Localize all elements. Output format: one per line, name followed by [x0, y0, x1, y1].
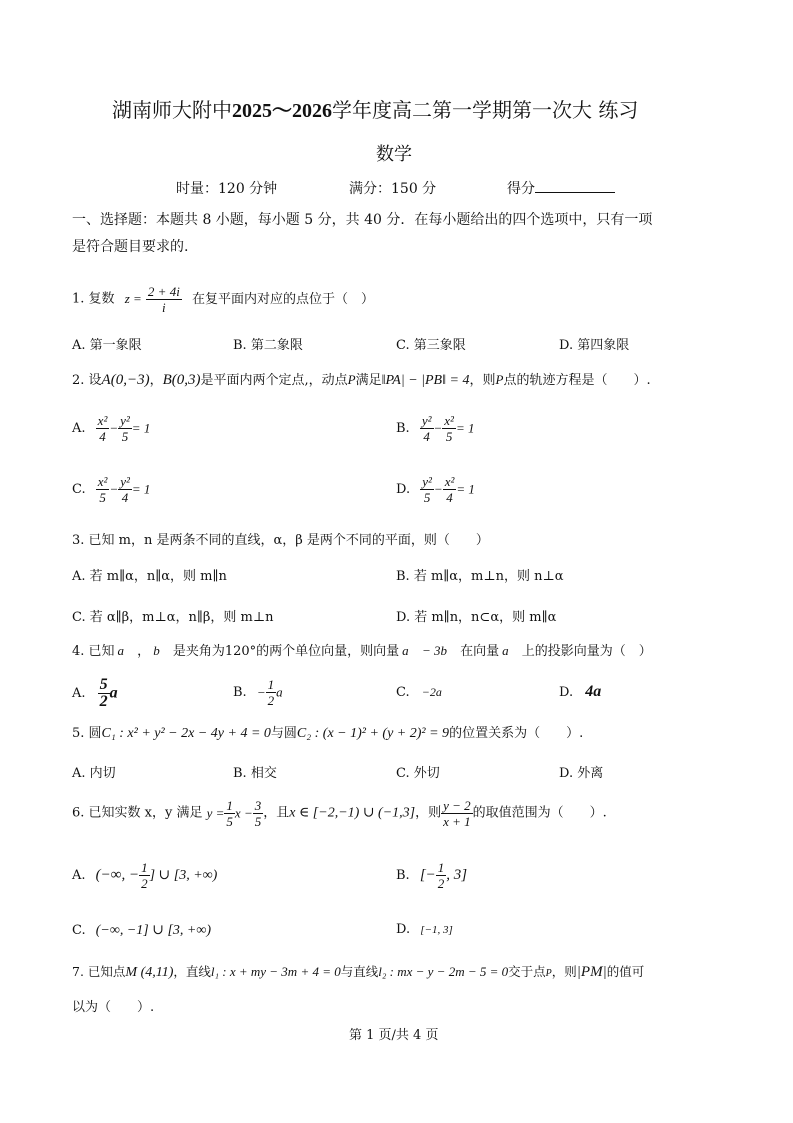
q2-b-eq: = 1: [455, 420, 475, 436]
q5-option-c[interactable]: C. 外切: [396, 766, 440, 781]
q6-f1d: 5: [226, 814, 233, 829]
q5-label: 5. 圆: [72, 726, 102, 741]
q6-c-value: (−∞, −1] ∪ [3, +∞): [95, 923, 212, 938]
q4-d-value: 4a⃗: [585, 683, 614, 700]
got-score: [507, 178, 615, 198]
q4-b-n: 1: [267, 677, 275, 692]
q1-label: 1. 复数: [72, 291, 115, 307]
q6-f1n: 1: [226, 798, 233, 813]
q5-circle1: C₁ : x² + y² − 2x − 4y + 4 = 0: [101, 726, 271, 741]
q4-vec-expr: a⃗ − 3b⃗: [402, 643, 458, 658]
title-years: 2025～2026: [232, 100, 332, 122]
q2-c-frac1: [96, 474, 110, 505]
score-blank[interactable]: [535, 180, 615, 193]
q4-c-label: C.: [396, 685, 410, 700]
q2-c-n2: y²: [120, 474, 130, 489]
q2-a-eq: = 1: [131, 420, 151, 436]
q2-d-frac1: [420, 474, 434, 505]
question-5: [72, 724, 583, 744]
q7-text2: 与直线: [340, 964, 379, 979]
q7-line1: l₁ : x + my − 3m + 4 = 0: [210, 964, 341, 979]
q5-option-a[interactable]: A. 内切: [72, 766, 116, 781]
q2-b-frac2: [442, 413, 456, 444]
q7-text5: 的值可: [606, 964, 645, 979]
q4-a-vec: a⃗: [109, 684, 131, 702]
q7-text3: 交于点: [508, 964, 546, 979]
q4-a-label: A.: [72, 686, 86, 701]
q7-text: ，直线: [173, 964, 211, 979]
q7-text4: ，则: [551, 964, 577, 979]
q6-b-left: [−: [419, 867, 436, 883]
q7-label: 7. 已知点: [72, 964, 126, 979]
q2-b-minus: −: [433, 420, 443, 436]
q6-a-right: ] ∪ [3, +∞): [149, 868, 218, 883]
q2-d-label: D.: [396, 482, 411, 497]
q4-text2: 在向量: [460, 644, 500, 659]
q6-a-d: 2: [141, 876, 148, 891]
q2-sep: ，: [149, 373, 163, 388]
q1-option-d[interactable]: D. 第四象限: [559, 338, 630, 353]
q4-option-a[interactable]: [72, 677, 130, 710]
q2-option-c[interactable]: [72, 474, 150, 505]
section-heading-line2: 是符合题目要求的.: [72, 239, 189, 255]
q2-d-d1: 5: [423, 490, 431, 505]
q5-text-end: 的位置关系为（ ）.: [449, 726, 584, 741]
q2-a-d2: 5: [121, 429, 129, 444]
q6-b-n: 1: [437, 860, 445, 875]
page-footer: 第 1 页/共 4 页: [349, 1028, 439, 1043]
q2-text-end: 点的轨迹方程是（ ）.: [503, 373, 651, 388]
q7-pm: |PM|: [576, 964, 607, 980]
q2-p2: P: [495, 372, 504, 387]
q2-option-a[interactable]: [72, 413, 150, 444]
q2-d-n2: x²: [444, 474, 455, 489]
question-6: [72, 798, 607, 829]
subject-title: 数学: [376, 144, 412, 165]
exam-title: [112, 94, 638, 123]
q2-a-minus: −: [109, 420, 119, 436]
score-info: 满分：150 分: [349, 181, 437, 197]
title-school: 湖南师大附中: [112, 98, 232, 122]
q6-a-left: (−∞, −: [95, 867, 140, 883]
q1-rest: 在复平面内对应的点位于（ ）: [191, 291, 374, 307]
q1-numerator: 2 + 4i: [147, 283, 180, 299]
q2-text-satisfy: 满足: [355, 373, 382, 388]
q1-option-c[interactable]: C. 第三象限: [396, 338, 466, 353]
q7-line2: l₂ : mx − y − 2m − 5 = 0: [378, 964, 509, 979]
q2-label: 2. 设: [72, 373, 102, 388]
q1-fraction: [146, 284, 182, 315]
q4-option-d[interactable]: [559, 683, 614, 701]
q6-frac2: [253, 798, 264, 829]
q2-c-d1: 5: [99, 490, 106, 505]
q4-text-end: 上的投影向量为（ ）: [521, 644, 652, 659]
q2-b-label: B.: [396, 421, 410, 436]
q2-b-frac1: [420, 413, 434, 444]
q6-b-right: , 3]: [446, 867, 468, 883]
q1-z: z =: [124, 291, 142, 306]
q4-label: 4. 已知: [72, 644, 115, 659]
q4-text: 是夹角为120°的两个单位向量，则向量: [172, 644, 400, 659]
q2-option-b[interactable]: [396, 413, 474, 444]
q6-c-label: C.: [72, 923, 86, 938]
q6-f3n: y − 2: [443, 798, 471, 813]
q6-label: 6. 已知实数 x，y 满足: [72, 805, 203, 821]
q2-a-d1: 4: [99, 429, 106, 444]
time-info: 时量：120 分钟: [176, 181, 278, 197]
section-heading-line1: 一、选择题：本题共 8 小题，每小题 5 分，共 40 分．在每小题给出的四个选项中，只有一项: [72, 212, 653, 228]
q4-vec-b: b⃗: [153, 643, 170, 658]
q6-text: ，且: [263, 805, 290, 821]
q2-c-minus: −: [109, 481, 119, 497]
title-term: 学年度高二第一学期第一次大 练习: [332, 98, 639, 122]
q2-p: P: [347, 372, 356, 387]
q2-a-n2: y²: [120, 413, 130, 428]
q2-d-d2: 4: [446, 490, 453, 505]
q4-a-n: 5: [99, 676, 108, 693]
q6-a-label: A.: [72, 868, 86, 883]
q4-c-value: −2a⃗: [421, 685, 452, 699]
q1-option-a[interactable]: A. 第一象限: [72, 338, 142, 353]
q2-b-d1: 4: [423, 429, 430, 444]
q3-option-d[interactable]: D. 若 m∥n，n⊂α，则 m∥α: [396, 610, 557, 625]
q4-b-label: B.: [233, 685, 247, 700]
q4-a-d: 2: [99, 693, 108, 710]
question-2: [72, 370, 651, 391]
q2-b-n2: x²: [444, 413, 454, 428]
q6-frac3: [441, 798, 473, 829]
q2-a-n1: x²: [97, 413, 108, 428]
q4-a-frac: [98, 677, 110, 710]
q3-option-a[interactable]: A. 若 m∥α，n∥α，则 m∥n: [72, 569, 227, 584]
q6-b-d: 2: [437, 876, 445, 891]
q6-text-then: ，则: [415, 805, 442, 821]
q6-a-n: 1: [141, 860, 148, 875]
q2-c-d2: 4: [121, 490, 129, 505]
q2-text-then: ，则: [469, 373, 496, 388]
q1-option-b[interactable]: B. 第二象限: [233, 338, 303, 353]
q3-option-c[interactable]: C. 若 α∥β，m⊥α，n∥β，则 m⊥n: [72, 610, 274, 625]
q2-d-eq: = 1: [456, 481, 475, 497]
q7-point-m: M (4,11): [125, 965, 174, 980]
q6-text-end: 的取值范围为（ ）.: [472, 805, 607, 821]
q6-frac1: [224, 798, 235, 829]
q4-comma: ，: [137, 644, 151, 659]
q2-b-d2: 5: [445, 429, 453, 444]
q5-text: 与圆: [270, 726, 297, 741]
q2-c-eq: = 1: [131, 481, 151, 497]
q2-c-frac2: [118, 474, 132, 505]
q2-d-frac2: [443, 474, 457, 505]
q2-d-n1: y²: [422, 474, 432, 489]
q2-a-label: A.: [72, 421, 86, 436]
got-label: 得分: [507, 181, 535, 197]
q2-option-d[interactable]: [396, 474, 475, 505]
q4-b-sign: −: [256, 684, 266, 700]
q2-a-frac1: [96, 413, 110, 444]
question-4: [72, 641, 652, 662]
q6-f2d: 5: [254, 814, 262, 829]
q6-d-label: D.: [396, 922, 411, 937]
q6-d-value: [−1, 3]: [420, 924, 453, 936]
q4-option-c[interactable]: [396, 685, 451, 700]
q6-b-frac: [436, 860, 447, 891]
q6-option-d[interactable]: [396, 922, 453, 937]
q2-a-frac2: [118, 413, 132, 444]
q3-option-b[interactable]: B. 若 m∥α，m⊥n，则 n⊥α: [396, 569, 564, 584]
q6-option-c[interactable]: [72, 922, 211, 939]
q2-c-n1: x²: [97, 474, 108, 489]
q4-b-vec: a⃗: [276, 684, 293, 700]
q2-text: 是平面内两个定点,，动点: [200, 373, 348, 388]
q6-b-label: B.: [396, 868, 410, 883]
question-3: 3. 已知 m，n 是两条不同的直线，α，β 是两个不同的平面，则（ ）: [72, 533, 489, 548]
question-7: [72, 962, 644, 984]
q2-c-label: C.: [72, 482, 86, 497]
q6-f2n: 3: [254, 798, 262, 813]
q5-option-d[interactable]: D. 外离: [559, 766, 604, 781]
q4-vec-a: a⃗: [117, 643, 135, 658]
q6-option-a[interactable]: [72, 860, 217, 891]
question-1: [72, 283, 374, 316]
q4-b-d: 2: [267, 693, 275, 708]
q6-f3d: x + 1: [443, 814, 471, 829]
q4-d-label: D.: [559, 685, 574, 700]
q1-denominator: i: [162, 299, 166, 315]
q6-mid: x −: [234, 805, 253, 821]
q6-option-b[interactable]: [396, 860, 467, 891]
q4-option-b[interactable]: [233, 677, 293, 708]
q6-a-frac: [139, 860, 150, 891]
q5-circle2: C₂ : (x − 1)² + (y + 2)² = 9: [296, 726, 450, 741]
q4-vec-a2: a⃗: [502, 643, 519, 658]
q4-b-frac: [266, 677, 277, 708]
q2-point-b: B(0,3): [162, 372, 201, 388]
q2-point-a: A(0,−3): [101, 372, 150, 388]
q7-p: P: [545, 968, 552, 979]
q6-domain: x ∈ [−2,−1) ∪ (−1,3]: [289, 805, 416, 821]
q2-condition: ‖PA| − |PB‖ = 4: [381, 373, 470, 388]
question-7-line2: 以为（ ）.: [72, 1000, 155, 1015]
q6-eq-lhs: y =: [206, 805, 225, 821]
q2-d-minus: −: [433, 481, 443, 497]
q5-option-b[interactable]: B. 相交: [233, 766, 277, 781]
q2-b-n1: y²: [421, 413, 432, 428]
